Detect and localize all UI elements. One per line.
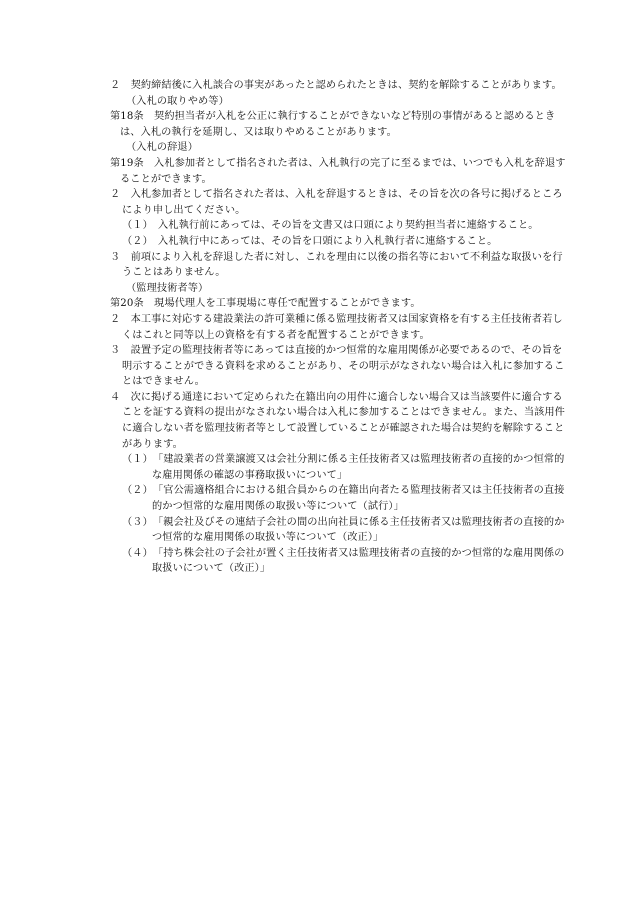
caption-bid-withdrawal: （入札の辞退） [126,142,199,154]
clause-20-3: ３ 設置予定の監理技術者等にあっては直接的かつ恒常的な雇用関係が必要であるので、その旨を明示することができる資料を求めることがあり、その明示がなされない場合は入札に参加することはできません。 [110,345,565,388]
clause-19-3: ３ 前項により入札を辞退した者に対し、これを理由に以後の指名等において不利益な取扱いを行うことはありません。 [110,251,563,279]
caption-supervising-engineers: （監理技術者等） [126,282,209,294]
clause-20-4: ４ 次に掲げる通達において定められた在籍出向の用件に適合しない場合又は当該要件に適合することを証する資料の提出がなされない場合は入札に参加することはできません。また、当該用件に適合しない者を監理技術者等として設置していることが確認された場合は契約を解除することがあります。 [110,391,565,450]
article-20: 第20条 現場代理人を工事現場に専任で配置することができます。 [110,298,421,310]
clause-20-4-4: （４） 「持ち株会社の子会社が置く主任技術者又は監理技術者の直接的かつ恒常的な雇用関係の取扱いについて（改正）」 [122,547,565,575]
article-19: 第19条 入札参加者として指名された者は、入札執行の完了に至るまでは、いつでも入札を辞退することができます。 [110,157,566,185]
clause-19-2: ２ 入札参加者として指名された者は、入札を辞退するときは、その旨を次の各号に掲げるところにより申し出てください。 [110,189,563,216]
clause-20-4-1: （１） 「建設業者の営業譲渡又は会社分割に係る主任技術者又は監理技術者の直接的かつ恒常的な雇用関係の確認の事務取扱いについて」 [122,454,565,481]
article-18: 第18条 契約担当者が入札を公正に執行することができないなど特別の事情があると認めるときは、入札の執行を延期し、又は取りやめることがあります。 [110,111,556,138]
clause-20-4-2: （２） 「官公需適格組合における組合員からの在籍出向者たる監理技術者又は主任技術者の直接的かつ恒常的な雇用関係の取扱い等について（試行）」 [122,485,565,513]
caption-bid-cancellation: （入札の取りやめ等） [126,95,229,107]
document-body [110,78,572,577]
clause-20-2: ２ 本工事に対応する建設業法の許可業種に係る監理技術者又は国家資格を有する主任技術者若しくはこれと同等以上の資格を有する者を配置することができます。 [110,313,563,341]
clause-17-2: ２ 契約締結後に入札談合の事実があったと認められたときは、契約を解除することがあります。 [110,80,562,91]
clause-20-4-3: （３） 「親会社及びその連結子会社の間の出向社員に係る主任技術者又は監理技術者の直接的かつ恒常的な雇用関係の取扱い等について（改正）」 [122,516,565,544]
clause-19-2-2: （２） 入札執行中にあっては、その旨を口頭により入札執行者に連絡すること。 [122,235,498,247]
clause-19-2-1: （１） 入札執行前にあっては、その旨を文書又は口頭により契約担当者に連絡すること。 [122,220,539,232]
